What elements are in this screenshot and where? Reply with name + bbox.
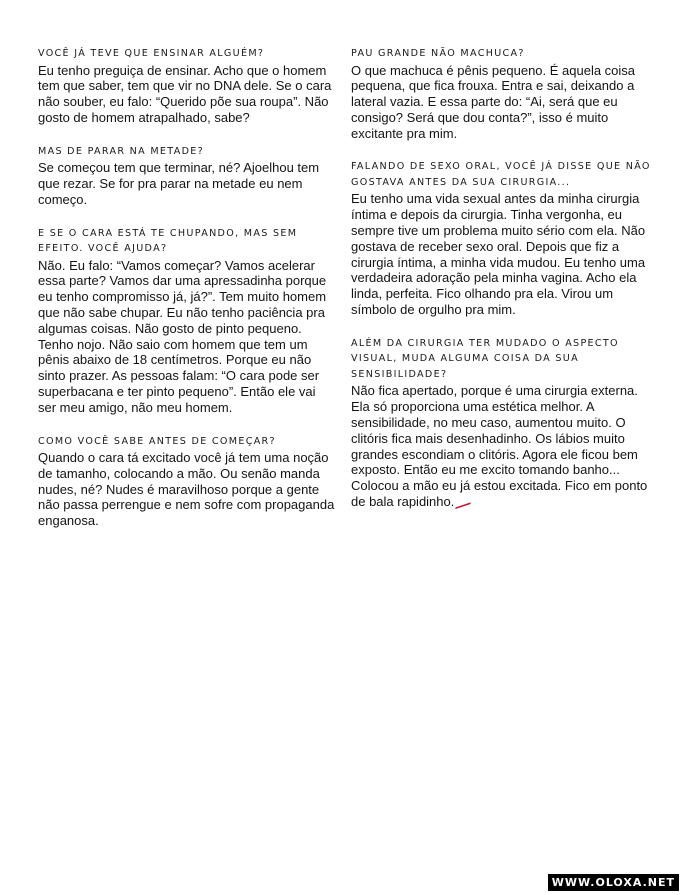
end-mark-icon	[455, 496, 473, 508]
qa-block	[38, 144, 336, 208]
question-heading: ALÉM DA CIRURGIA TER MUDADO O ASPECTO VISUAL, MUDA ALGUMA COISA DA SUA SENSIBILIDADE?	[351, 337, 619, 380]
question-heading: VOCÊ JÁ TEVE QUE ENSINAR ALGUÉM?	[38, 48, 265, 59]
qa-block	[351, 336, 651, 510]
question-heading: COMO VOCÊ SABE ANTES DE COMEÇAR?	[38, 435, 276, 447]
answer-text: Não fica apertado, porque é uma cirurgia externa. Ela só proporciona uma estética melhor. A sensibilidade, no meu caso, aumentou muito. O clitóris fica mais desenhadinho. Os lábios muito grandes escondiam o clitóris. Agora ele ficou bem exposto. Então eu me excito tomando banho... Colocou a mão eu já estou excitada. Fico em ponto de bala rapidinho.	[351, 383, 648, 509]
answer-paragraph: O que machuca é pênis pequeno. É aquela coisa pequena, que fica frouxa. Entra e sai, deixando a lateral vazia. E essa parte do: “Ai, será que eu consigo? Será que dou conta?”, isso é muito excitante pra mim.	[351, 62, 636, 141]
qa-block	[38, 226, 336, 416]
question-heading: FALANDO DE SEXO ORAL, VOCÊ JÁ DISSE QUE NÃO GOSTAVA ANTES DA SUA CIRURGIA...	[351, 161, 651, 188]
answer-paragraph: Eu tenho preguiça de ensinar. Acho que o homem tem que saber, tem que vir no DNA dele. Se o cara não souber, eu falo: “Querido põe sua roupa”. Não gosto de homem atrapalhado, sabe?	[38, 62, 332, 125]
site-watermark: WWW.OLOXA.NET	[548, 874, 679, 891]
answer-paragraph: Se começou tem que terminar, né? Ajoelhou tem que rezar. Se for pra parar na metade eu nem começo.	[38, 160, 320, 207]
question-heading: MAS DE PARAR NA METADE?	[38, 145, 205, 157]
answer-paragraph: Eu tenho uma vida sexual antes da minha cirurgia íntima e depois da cirurgia. Tinha vergonha, eu sempre tive um problema muito sério com ela. Não gostava de receber sexo oral. Depois que fiz a cirurgia íntima, a minha vida mudou. Eu tenho uma verdadeira adoração pela minha vagina. Acho ela linda, perfeita. Fico olhando pra ela. Virou um símbolo de orgulho pra mim.	[351, 191, 646, 318]
qa-block	[351, 46, 651, 141]
answer-paragraph: Não. Eu falo: “Vamos começar? Vamos acelerar essa parte? Vamos dar uma apressadinha porque eu tenho compromisso já, já?”. Tem muito homem que não sabe chupar. Eu não tenho paciência pra algumas coisas. Não gosto de pinto pequeno. Tenho nojo. Não saio com homem que tem um pênis abaixo de 18 centímetros. Porque eu não sinto prazer. As pessoas falam: “O cara pode ser superbacana e ter pinto pequeno”. Então ele vai ser meu amigo, não meu homem.	[38, 257, 327, 415]
answer-paragraph: Quando o cara tá excitado você já tem uma noção de tamanho, colocando a mão. Ou senão manda nudes, né? Nudes é maravilhoso porque a gente não passa perrengue e nem sofre com propaganda enganosa.	[38, 450, 335, 529]
qa-block	[351, 159, 651, 317]
question-heading: PAU GRANDE NÃO MACHUCA?	[351, 48, 525, 59]
right-column	[351, 46, 651, 528]
qa-block	[38, 434, 336, 529]
question-heading: E SE O CARA ESTÁ TE CHUPANDO, MAS SEM EFEITO. VOCÊ AJUDA?	[38, 227, 298, 255]
qa-block	[38, 46, 336, 126]
answer-paragraph-final	[351, 383, 651, 509]
left-column	[38, 46, 336, 547]
